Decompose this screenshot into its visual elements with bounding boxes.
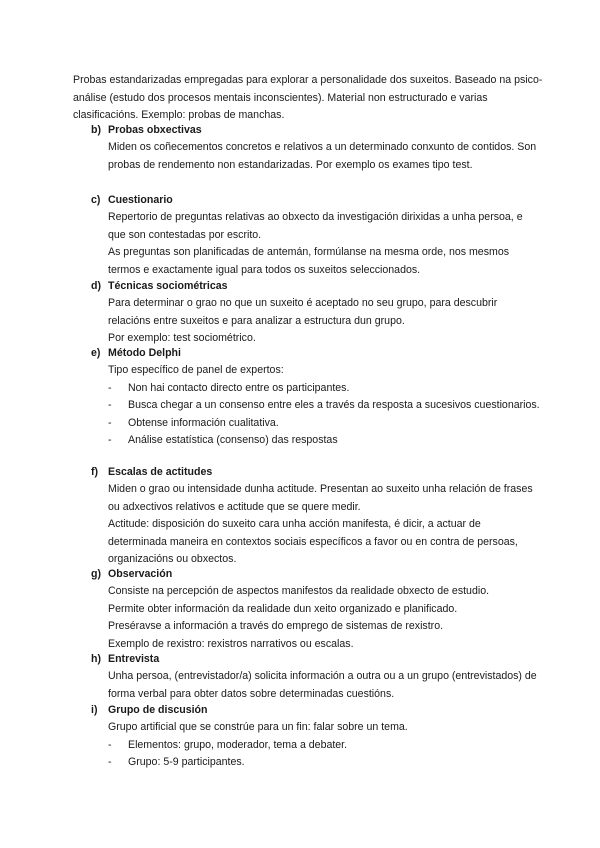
section-grupo-discusion <box>91 702 541 772</box>
section-title: Método Delphi <box>108 347 181 359</box>
section-letter: g) <box>91 568 101 580</box>
bullet-marker: - <box>108 756 112 769</box>
section-title: Cuestionario <box>108 194 173 206</box>
section-paragraph: Preséravse a información a través do emprego de sistemas de rexistro. <box>108 620 444 633</box>
section-paragraph: Actitude: disposición do suxeito cara unha acción manifesta, é dicir, a actuar de determinada maneira en contextos sociais específicos a favor ou en contra de persoas, organizacións ou obxectos. <box>108 518 518 566</box>
section-observacion <box>91 566 541 653</box>
bullet-marker: - <box>108 738 112 751</box>
bullet-item: - Elementos: grupo, moderador, tema a debater. <box>108 737 541 754</box>
section-heading <box>91 464 541 481</box>
section-tecnicas-sociometricas <box>91 278 541 348</box>
section-heading <box>91 122 541 139</box>
bullet-marker: - <box>108 399 112 412</box>
section-paragraph: Miden os coñecementos concretos e relativos a un determinado conxunto de contidos. Son probas de rendemento non estandarizadas. Por exemplo os exames tipo test. <box>108 141 537 171</box>
section-paragraph: Repertorio de preguntas relativas ao obxecto da investigación dirixidas a unha persoa, e que son contestadas por escrito. <box>108 211 523 241</box>
section-letter: e) <box>91 347 101 359</box>
section-paragraph: Miden o grao ou intensidade dunha actitude. Presentan ao suxeito unha relación de frases ou adxectivos relativos e actitude que se quere medir. <box>108 483 533 513</box>
section-title: Grupo de discusión <box>108 704 208 716</box>
section-cuestionario <box>91 192 541 279</box>
section-paragraph: Permite obter información da realidade dun xeito organizado e planificado. <box>108 602 458 615</box>
section-letter: h) <box>91 653 101 665</box>
section-letter: d) <box>91 280 101 292</box>
section-title: Entrevista <box>108 653 160 665</box>
section-heading <box>91 702 541 719</box>
bullet-item: - Non hai contacto directo entre os participantes. <box>108 380 541 397</box>
section-heading <box>91 345 541 362</box>
bullet-item: - Análise estatística (consenso) das respostas <box>108 432 541 449</box>
section-letter: f) <box>91 466 99 478</box>
section-paragraph: As preguntas son planificadas de antemán, formúlanse na mesma orde, nos mesmos termos e exactamente igual para todos os suxeitos seleccionados. <box>108 246 510 276</box>
section-title: Observación <box>108 568 173 580</box>
bullet-marker: - <box>108 416 112 429</box>
section-paragraph: Exemplo de rexistro: rexistros narrativos ou escalas. <box>108 637 354 650</box>
section-escalas-actitudes <box>91 464 541 568</box>
section-heading <box>91 192 541 209</box>
section-title: Técnicas sociométricas <box>108 280 228 292</box>
section-heading <box>91 566 541 583</box>
section-paragraph: Por exemplo: test sociométrico. <box>108 332 256 345</box>
section-paragraph: Para determinar o grao no que un suxeito é aceptado no seu grupo, para descubrir relacións entre suxeitos e para analizar a estructura dun grupo. <box>108 297 498 327</box>
section-letter: c) <box>91 194 101 206</box>
section-paragraph: Consiste na percepción de aspectos manifestos da realidade obxecto de estudio. <box>108 585 490 598</box>
section-letter: i) <box>91 704 98 716</box>
bullet-item: - Obtense información cualitativa. <box>108 415 541 432</box>
bullet-marker: - <box>108 434 112 447</box>
section-paragraph: Tipo específico de panel de expertos: <box>108 364 284 377</box>
section-metodo-delphi <box>91 345 541 449</box>
bullet-item: - Busca chegar a un consenso entre eles a través da resposta a sucesivos cuestionarios. <box>108 397 541 414</box>
section-probas-obxectivas <box>91 122 541 174</box>
section-heading <box>91 278 541 295</box>
section-heading <box>91 651 541 668</box>
bullet-marker: - <box>108 381 112 394</box>
bullet-item: - Grupo: 5-9 participantes. <box>108 754 541 771</box>
section-title: Escalas de actitudes <box>108 466 213 478</box>
intro-paragraph: Probas estandarizadas empregadas para explorar a personalidade dos suxeitos. Baseado na psico- análise (estudo dos procesos mentais inconscientes). Material non estructurado e varias clasificacións. Exemplo: probas de manchas. <box>73 74 543 121</box>
section-entrevista <box>91 651 541 703</box>
section-paragraph: Unha persoa, (entrevistador/a) solicita información a outra ou a un grupo (entrevistados) de forma verbal para obter datos sobre determinadas cuestións. <box>108 670 537 700</box>
section-letter: b) <box>91 124 101 136</box>
section-title: Probas obxectivas <box>108 124 202 136</box>
section-paragraph: Grupo artificial que se constrúe para un fin: falar sobre un tema. <box>108 721 408 734</box>
